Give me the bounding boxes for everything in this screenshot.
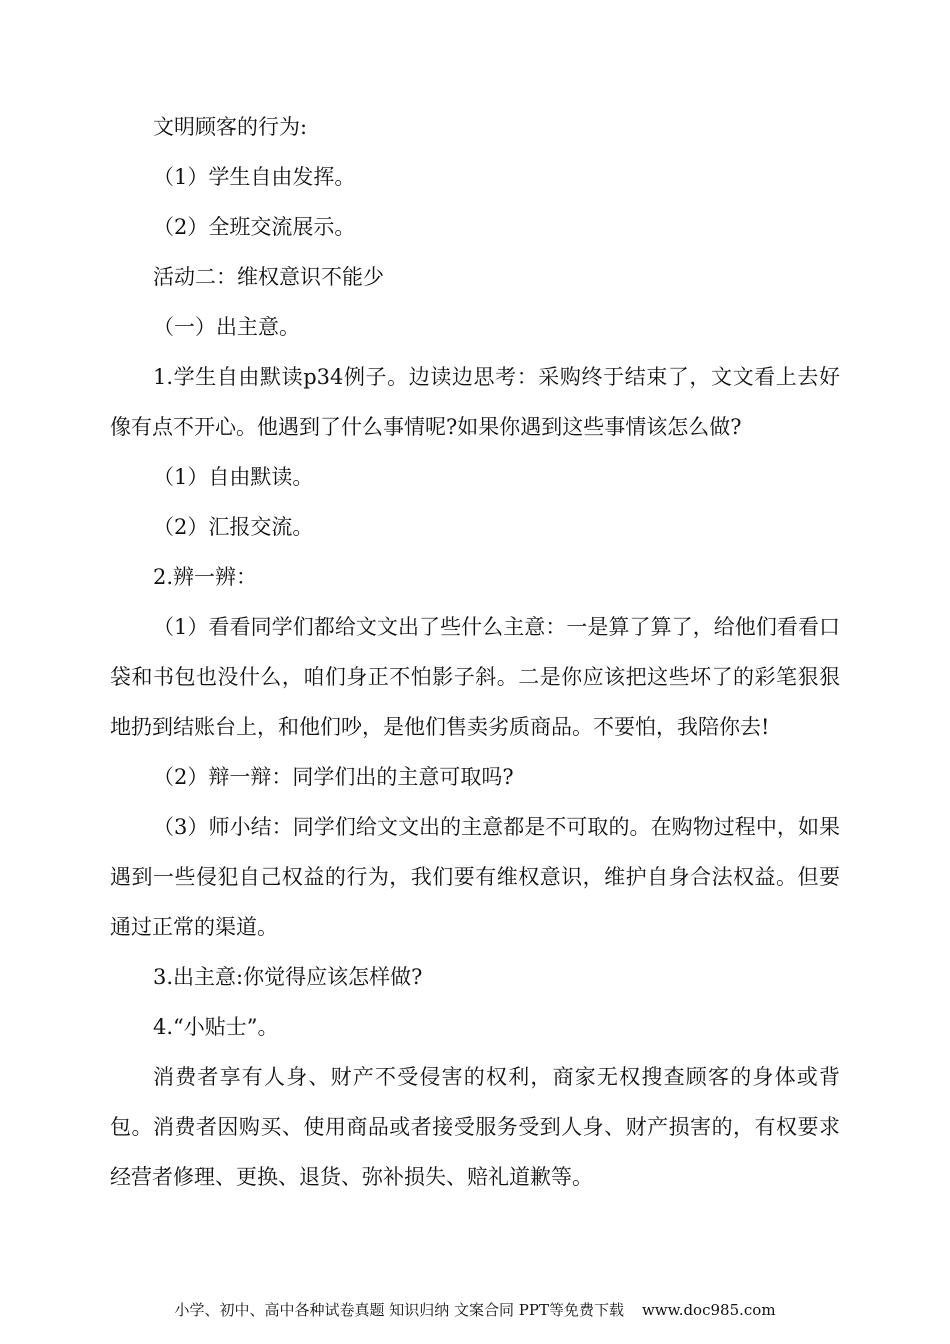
paragraph: （1）看看同学们都给文文出了些什么主意：一是算了算了，给他们看看口袋和书包也没什么，咱们身正不怕影子斜。二是你应该把这些坏了的彩笔狠狠地扔到结账台上，和他们吵，是他们售卖劣质商品。不要怕，我陪你去! [110,615,840,739]
section-heading: 活动二：维权意识不能少 [153,265,384,289]
paragraph: 4.“小贴士”。 [153,1015,279,1039]
document-body [110,102,840,1202]
paragraph: 1.学生自由默读p34例子。边读边思考：采购终于结束了，文文看上去好像有点不开心。他遇到了什么事情呢?如果你遇到这些事情该怎么做? [110,365,840,439]
paragraph: 文明顾客的行为: [153,115,308,139]
paragraph: （1）自由默读。 [153,465,314,489]
paragraph: （1）学生自由发挥。 [153,165,356,189]
paragraph: 3.出主意:你觉得应该怎样做? [153,965,423,989]
paragraph: 2.辨一辨： [153,565,258,589]
footer-url[interactable]: www.doc985.com [641,1301,776,1319]
page-footer [0,1300,950,1320]
paragraph: （3）师小结：同学们给文文出的主意都是不可取的。在购物过程中，如果遇到一些侵犯自己权益的行为，我们要有维权意识，维护自身合法权益。但要通过正常的渠道。 [110,815,840,939]
paragraph: （2）全班交流展示。 [153,215,356,239]
paragraph: （2）辩一辩：同学们出的主意可取吗? [153,765,514,789]
footer-text: 小学、初中、高中各种试卷真题 知识归纳 文案合同 PPT等免费下载 [174,1301,624,1319]
paragraph: （一）出主意。 [153,315,300,339]
paragraph: 消费者享有人身、财产不受侵害的权利，商家无权搜查顾客的身体或背包。消费者因购买、使用商品或者接受服务受到人身、财产损害的，有权要求经营者修理、更换、退货、弥补损失、赔礼道歉等。 [110,1065,840,1189]
paragraph: （2）汇报交流。 [153,515,314,539]
